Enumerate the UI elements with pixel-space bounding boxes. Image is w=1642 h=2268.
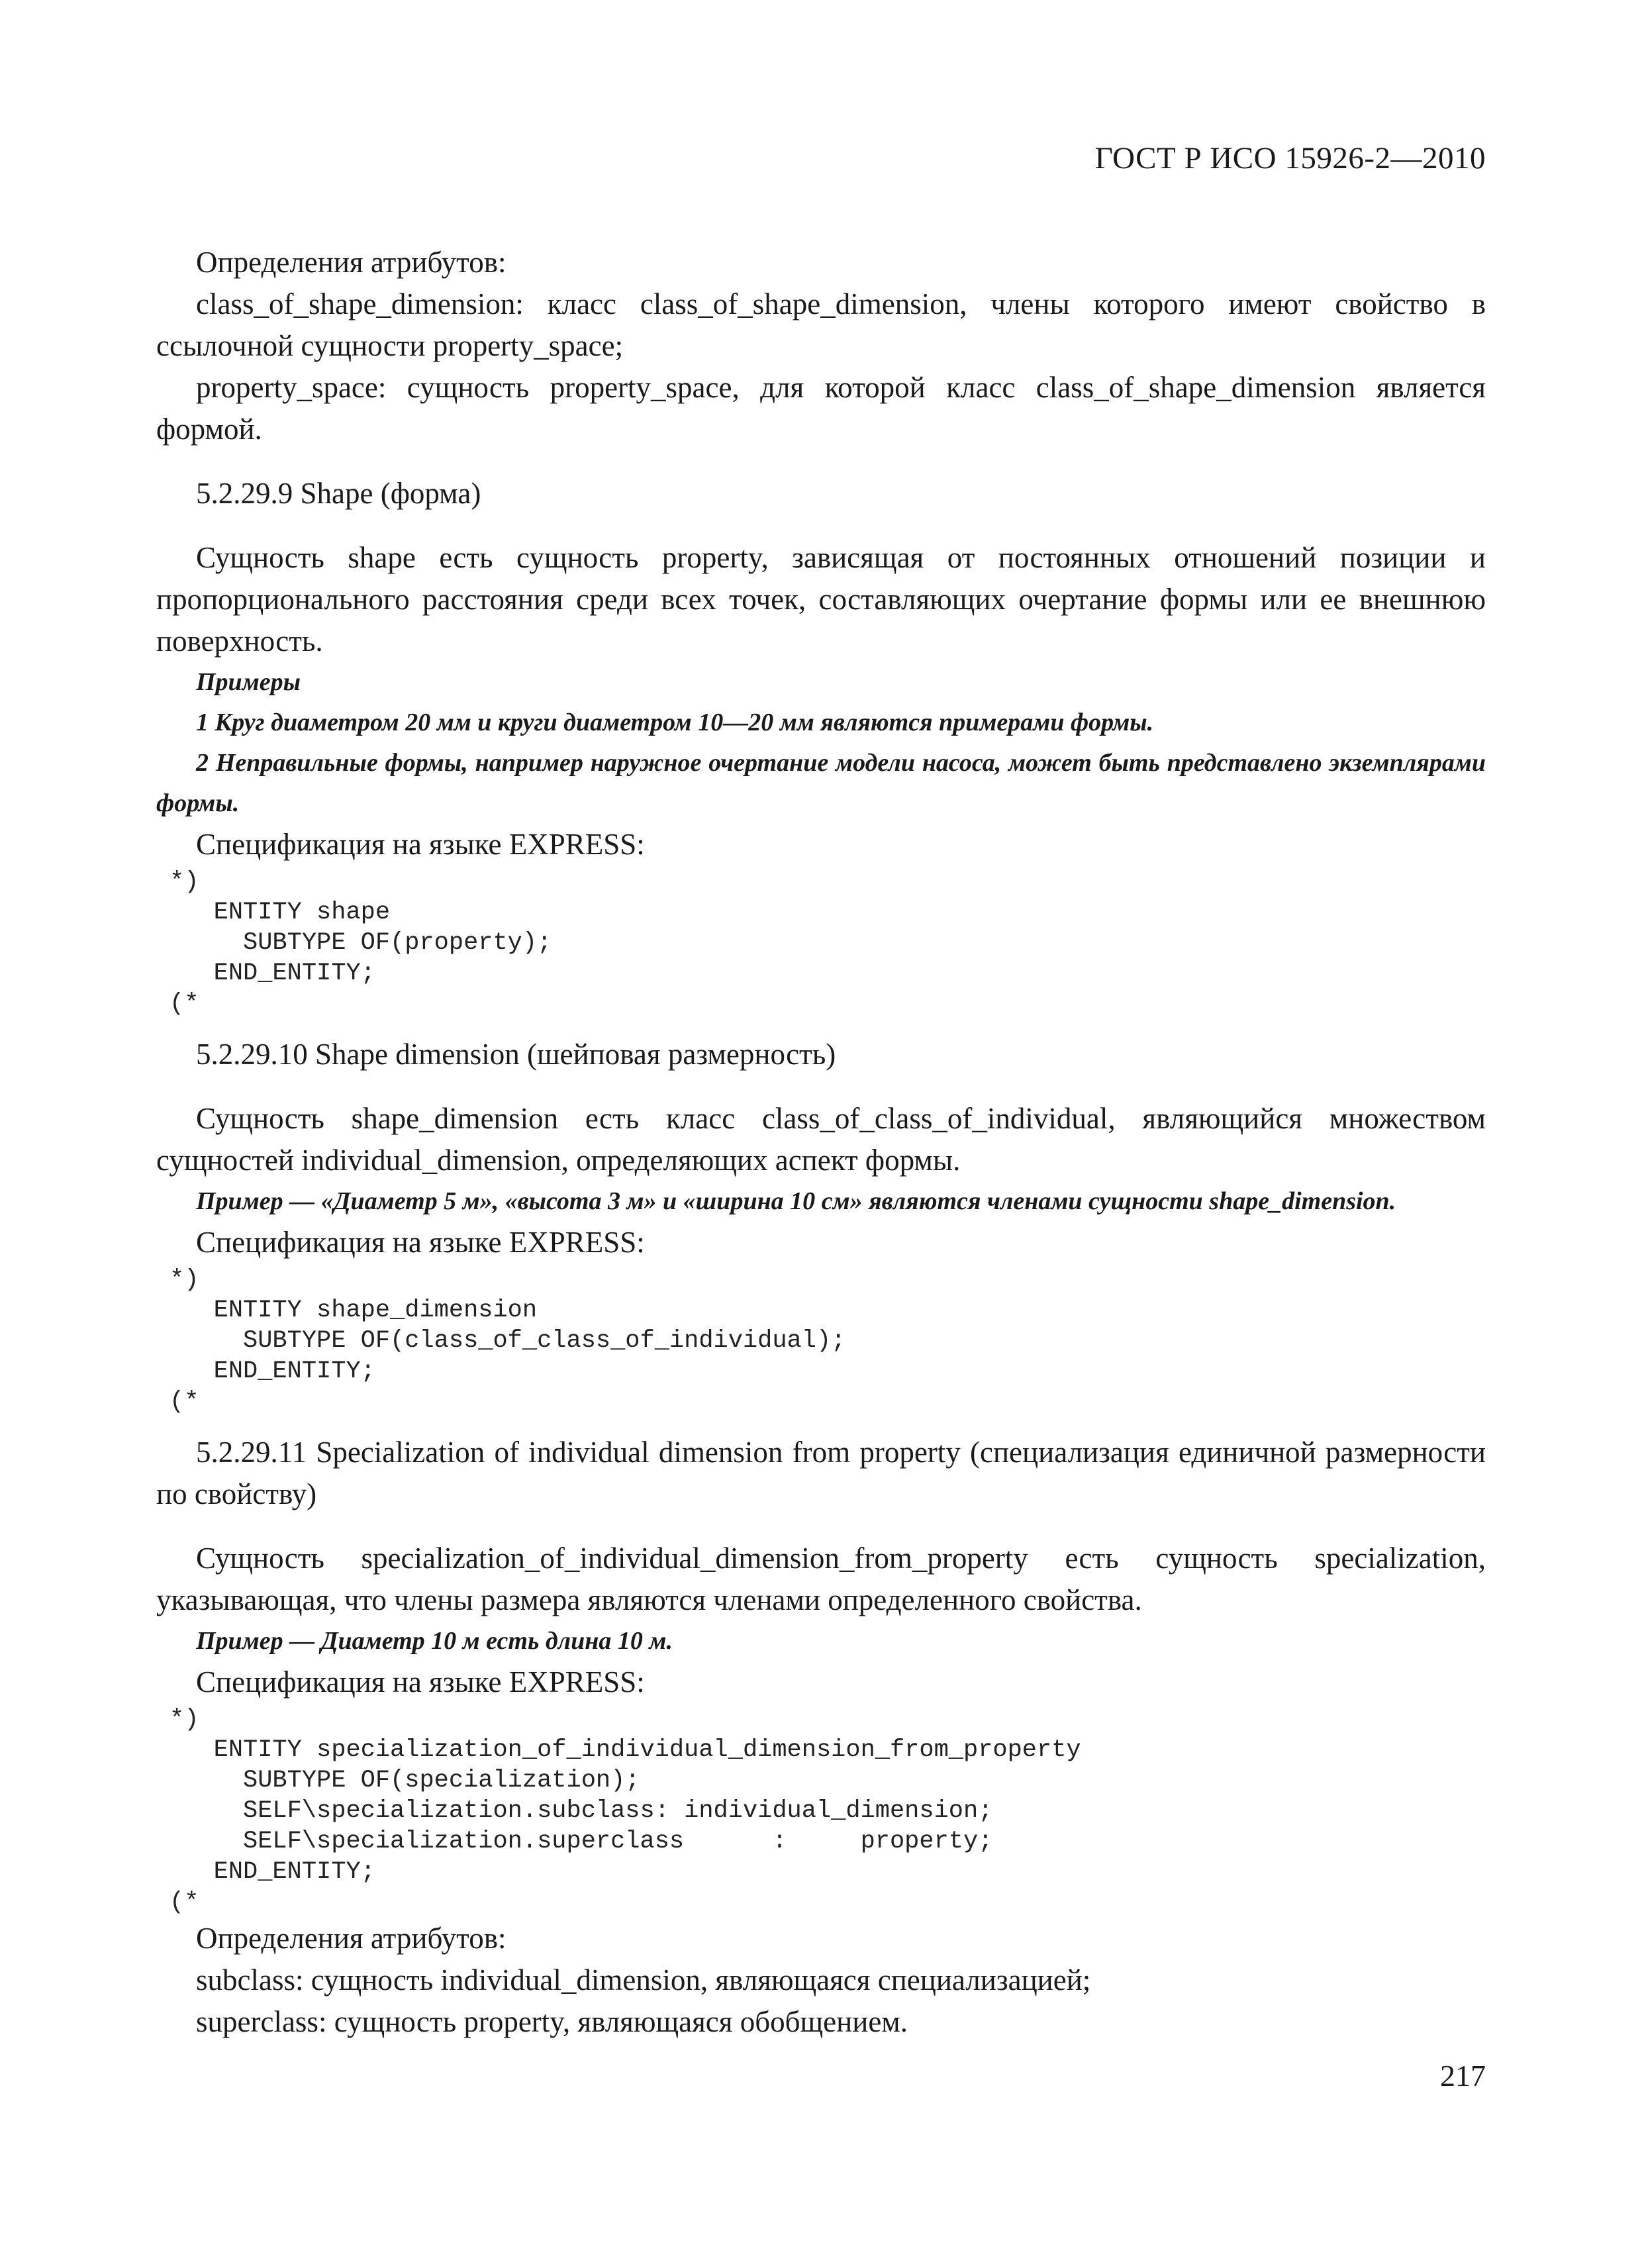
page-body [156, 242, 1486, 2043]
paragraph: Сущность specialization_of_individual_dimension_from_property есть сущность specialization, указывающая, что члены размера являются членами определенного свойства. [156, 1542, 1486, 1616]
express-code-block: *) ENTITY shape_dimension SUBTYPE OF(class_of_class_of_individual); END_ENTITY; (* [169, 1266, 846, 1416]
express-spec-label: Спецификация на языке EXPRESS: [196, 1226, 645, 1259]
page-number: 217 [1440, 2059, 1486, 2093]
attribute-definition: property_space: сущность property_space, для которой класс class_of_shape_dimension является формой. [156, 371, 1486, 446]
express-spec-label: Спецификация на языке EXPRESS: [196, 1665, 645, 1699]
express-spec-label: Спецификация на языке EXPRESS: [196, 828, 645, 861]
examples-label: Примеры [196, 668, 301, 696]
attribute-definitions-heading: Определения атрибутов: [196, 246, 507, 279]
example-item: 1 Круг диаметром 20 мм и круги диаметром 10—20 мм являются примерами формы. [196, 709, 1154, 736]
paragraph: Сущность shape_dimension есть класс class_of_class_of_individual, являющийся множеством сущностей individual_dimension, определяющих аспект формы. [156, 1102, 1486, 1177]
section-heading: 5.2.29.11 Specialization of individual dimension from property (специализация единичной размерности по свойству) [156, 1436, 1486, 1510]
example-item: Пример — Диаметр 10 м есть длина 10 м. [196, 1627, 673, 1655]
express-code-block: *) ENTITY shape SUBTYPE OF(property); END_ENTITY; (* [169, 868, 552, 1018]
attribute-definition: superclass: сущность property, являющаяся обобщением. [196, 2005, 908, 2038]
example-item: Пример — «Диаметр 5 м», «высота 3 м» и «ширина 10 см» являются членами сущности shape_dimension. [196, 1187, 1396, 1215]
example-item: 2 Неправильные формы, например наружное очертание модели насоса, может быть представлено экземплярами формы. [156, 749, 1486, 817]
section-heading: 5.2.29.9 Shape (форма) [196, 477, 481, 510]
attribute-definition: subclass: сущность individual_dimension, являющаяся специализацией; [196, 1963, 1091, 1997]
paragraph: Сущность shape есть сущность property, зависящая от постоянных отношений позиции и пропорционального расстояния среди всех точек, составляющих очертание формы или ее внешнюю поверхность. [156, 541, 1486, 658]
attribute-definitions-heading: Определения атрибутов: [196, 1922, 507, 1955]
attribute-definition: class_of_shape_dimension: класс class_of_shape_dimension, члены которого имеют свойство в ссылочной сущности property_space; [156, 287, 1486, 362]
section-heading: 5.2.29.10 Shape dimension (шейповая размерность) [196, 1038, 836, 1071]
document-id-header: ГОСТ Р ИСО 15926-2—2010 [1094, 141, 1486, 175]
express-code-block: *) ENTITY specialization_of_individual_dimension_from_property SUBTYPE OF(specialization); SELF\specialization.subclass: individual_dimension; SELF\specialization.superclass : property; END_ENTITY; (* [169, 1706, 1081, 1916]
